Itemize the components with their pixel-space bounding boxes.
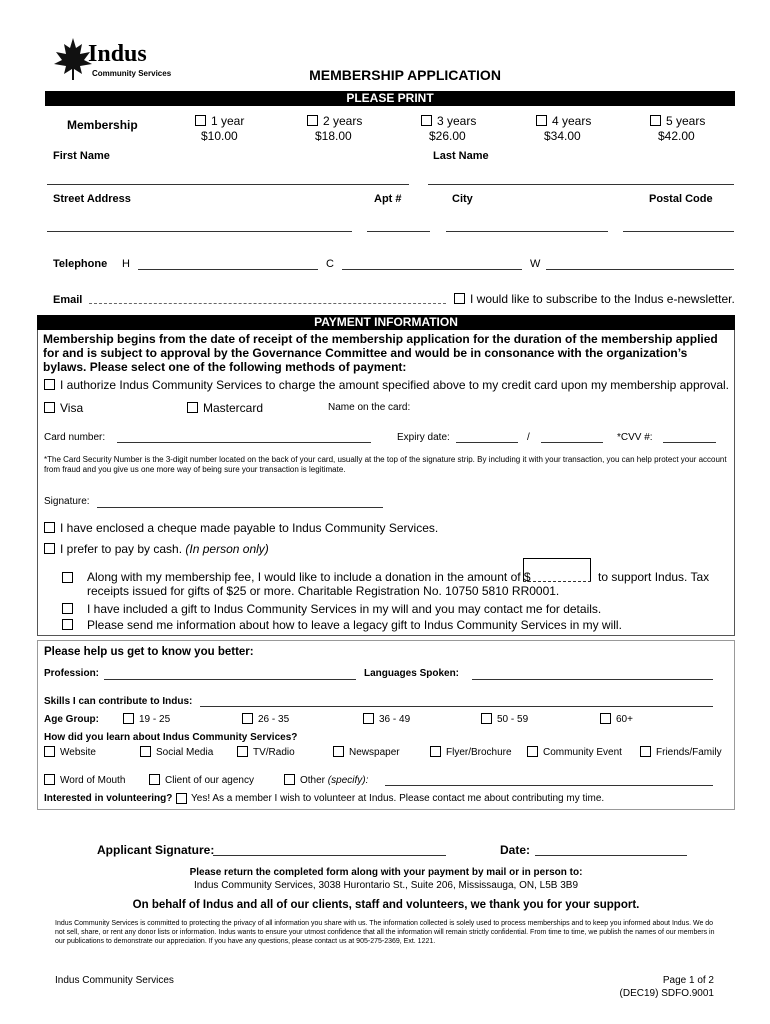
name-on-card-label: Name on the card: <box>328 402 411 413</box>
membership-option-5[interactable]: 5 years $42.00 <box>650 114 720 146</box>
footer-org: Indus Community Services <box>55 975 174 986</box>
membership-option-3[interactable]: 3 years $26.00 <box>421 114 491 146</box>
first-name-label: First Name <box>53 150 110 162</box>
volunteer-row: Interested in volunteering? <box>44 793 173 804</box>
checkbox[interactable] <box>307 115 318 126</box>
mastercard-checkbox[interactable] <box>187 402 198 413</box>
other-specify-field[interactable] <box>385 785 713 786</box>
payment-intro: Membership begins from the date of receipt of the membership application for the duration of the membership applied for and is subject to approval by the Governance Committee and would be in consonance with the organization’s bylaws. Please select one of the following methods of payment: <box>43 332 718 374</box>
tel-h-field[interactable] <box>138 269 318 270</box>
age-36-49-checkbox[interactable] <box>363 713 374 724</box>
expiry-month-field[interactable] <box>456 442 518 443</box>
membership-option-4[interactable]: 4 years $34.00 <box>536 114 606 146</box>
street-field[interactable] <box>47 231 352 232</box>
return-note: Please return the completed form along with your payment by mail or in person to: <box>189 867 583 878</box>
source-friends-family-label: Friends/Family <box>656 747 722 758</box>
source-website-label: Website <box>60 747 96 758</box>
telephone-label: Telephone <box>53 258 108 270</box>
date-field[interactable] <box>535 855 687 856</box>
age-36-49-label: 36 - 49 <box>379 714 411 725</box>
profession-field[interactable] <box>104 679 356 680</box>
source-community-event-label: Community Event <box>543 747 622 758</box>
card-number-field[interactable] <box>117 442 371 443</box>
source-social-media-label: Social Media <box>156 747 214 758</box>
applicant-signature-label: Applicant Signature: <box>97 843 215 857</box>
newsletter-checkbox[interactable] <box>454 293 465 304</box>
donation-amount-field[interactable] <box>523 558 591 582</box>
cvv-field[interactable] <box>663 442 716 443</box>
how-heard-label: How did you learn about Indus Community Services? <box>44 732 298 743</box>
expiry-slash: / <box>527 432 530 443</box>
source-other-label: Other (specify): <box>300 775 369 786</box>
tel-w-field[interactable] <box>546 269 734 270</box>
source-newspaper-checkbox[interactable] <box>333 746 344 757</box>
source-community-event-checkbox[interactable] <box>527 746 538 757</box>
donation-amount-underline <box>523 581 591 582</box>
tel-c-label: C <box>326 258 334 270</box>
visa-checkbox[interactable] <box>44 402 55 413</box>
about-header: Please help us get to know you better: <box>44 646 254 658</box>
age-50-59-label: 50 - 59 <box>497 714 529 725</box>
footer-page: Page 1 of 2 <box>662 975 714 986</box>
membership-option-1[interactable]: 1 year $10.00 <box>195 114 255 146</box>
authorize-checkbox[interactable] <box>44 379 55 390</box>
return-address: Indus Community Services, 3038 Hurontario St., Suite 206, Mississauga, ON, L5B 3B9 <box>193 880 579 891</box>
postal-field[interactable] <box>623 231 734 232</box>
source-other-checkbox[interactable] <box>284 774 295 785</box>
age-60-plus-label: 60+ <box>616 714 633 725</box>
privacy-note: Indus Community Services is committed to protecting the privacy of all information you share with us. The information collected is solely used to process memberships and to keep you informed about Indus. We do not sell, share, or rent any donor lists or information. Indus wants to ensure your utmost confidence that all the information will remain strictly confidential. From time to time, we publish the names of our members in our publications to demonstrate our appreciation. If you have any questions, please contact us at 905-275-2369, Ext. 1221. <box>55 920 715 945</box>
brand-subtitle: Community Services <box>92 69 172 78</box>
email-field[interactable] <box>89 303 446 304</box>
age-group-label: Age Group: <box>44 714 99 725</box>
expiry-year-field[interactable] <box>541 442 603 443</box>
volunteer-checkbox[interactable] <box>176 793 187 804</box>
source-tv-radio-checkbox[interactable] <box>237 746 248 757</box>
checkbox[interactable] <box>195 115 206 126</box>
languages-field[interactable] <box>472 679 713 680</box>
source-word-of-mouth-checkbox[interactable] <box>44 774 55 785</box>
donation-checkbox[interactable] <box>62 572 73 583</box>
visa-label: Visa <box>60 401 84 415</box>
gift-checkbox[interactable] <box>62 603 73 614</box>
payment-header: PAYMENT INFORMATION <box>37 315 735 330</box>
skills-label: Skills I can contribute to Indus: <box>44 696 193 707</box>
age-26-35-label: 26 - 35 <box>258 714 290 725</box>
card-number-label: Card number: <box>44 432 106 443</box>
cash-label: I prefer to pay by cash. (In person only) <box>60 542 269 556</box>
thanks-note: On behalf of Indus and all of our clients, staff and volunteers, we thank you for your support. <box>132 899 640 911</box>
applicant-signature-field[interactable] <box>213 855 446 856</box>
apt-label: Apt # <box>374 193 402 205</box>
skills-field[interactable] <box>200 706 713 707</box>
first-name-field[interactable] <box>47 184 409 185</box>
cvv-note: *The Card Security Number is the 3-digit number located on the back of your card, usually at the top of the signature strip. By including it with your transaction, you can help protect your account from fraud and you give us one more way of being sure your transaction is legitimate. <box>44 455 727 474</box>
donation-text-b: to support Indus. Tax <box>598 570 710 584</box>
authorize-label: I authorize Indus Community Services to charge the amount specified above to my credit card upon my membership approval. <box>60 378 729 392</box>
newsletter-label: I would like to subscribe to the Indus e-newsletter. <box>470 292 735 306</box>
source-newspaper-label: Newspaper <box>349 747 400 758</box>
donation-text-a: Along with my membership fee, I would like to include a donation in the amount of $ <box>87 570 531 584</box>
checkbox[interactable] <box>650 115 661 126</box>
last-name-field[interactable] <box>428 184 734 185</box>
apt-field[interactable] <box>367 231 430 232</box>
cvv-label: *CVV #: <box>617 432 653 443</box>
languages-label: Languages Spoken: <box>364 668 460 679</box>
volunteer-text: Yes! As a member I wish to volunteer at Indus. Please contact me about contributing my time. <box>191 793 605 804</box>
cash-checkbox[interactable] <box>44 543 55 554</box>
expiry-label: Expiry date: <box>397 432 450 443</box>
source-friends-family-checkbox[interactable] <box>640 746 651 757</box>
postal-label: Postal Code <box>649 193 713 205</box>
please-print-bar: PLEASE PRINT <box>45 91 735 106</box>
signature-label: Signature: <box>44 496 90 507</box>
email-label: Email <box>53 294 83 306</box>
source-flyer-checkbox[interactable] <box>430 746 441 757</box>
age-50-59-checkbox[interactable] <box>481 713 492 724</box>
source-website-checkbox[interactable] <box>44 746 55 757</box>
checkbox[interactable] <box>536 115 547 126</box>
city-field[interactable] <box>446 231 608 232</box>
age-26-35-checkbox[interactable] <box>242 713 253 724</box>
last-name-label: Last Name <box>433 150 489 162</box>
legacy-label: Please send me information about how to leave a legacy gift to Indus Community Services in my will. <box>87 618 622 632</box>
street-label: Street Address <box>53 193 131 205</box>
source-word-of-mouth-label: Word of Mouth <box>60 775 126 786</box>
profession-label: Profession: <box>44 668 100 679</box>
tel-w-label: W <box>530 258 541 270</box>
source-flyer-label: Flyer/Brochure <box>446 747 512 758</box>
footer-code: (DEC19) SDFO.9001 <box>619 988 714 999</box>
page-title: MEMBERSHIP APPLICATION <box>309 67 501 83</box>
checkbox[interactable] <box>421 115 432 126</box>
city-label: City <box>452 193 473 205</box>
donation-text-c: receipts issued for gifts of $25 or more. Charitable Registration No. 10750 5810 RR0001. <box>87 584 560 598</box>
tel-c-field[interactable] <box>342 269 522 270</box>
source-client-checkbox[interactable] <box>149 774 160 785</box>
brand-name: Indus <box>88 41 147 67</box>
membership-option-2[interactable]: 2 years $18.00 <box>307 114 377 146</box>
date-label: Date: <box>500 843 531 857</box>
gift-label: I have included a gift to Indus Community Services in my will and you may contact me for details. <box>87 602 602 616</box>
signature-field[interactable] <box>97 507 383 508</box>
tel-h-label: H <box>122 258 130 270</box>
source-social-media-checkbox[interactable] <box>140 746 151 757</box>
source-tv-radio-label: TV/Radio <box>253 747 295 758</box>
legacy-checkbox[interactable] <box>62 619 73 630</box>
membership-label: Membership <box>67 118 138 132</box>
cheque-label: I have enclosed a cheque made payable to Indus Community Services. <box>60 521 439 535</box>
mastercard-label: Mastercard <box>203 401 264 415</box>
age-19-25-label: 19 - 25 <box>139 714 171 725</box>
age-60-plus-checkbox[interactable] <box>600 713 611 724</box>
cheque-checkbox[interactable] <box>44 522 55 533</box>
age-19-25-checkbox[interactable] <box>123 713 134 724</box>
source-client-label: Client of our agency <box>165 775 254 786</box>
